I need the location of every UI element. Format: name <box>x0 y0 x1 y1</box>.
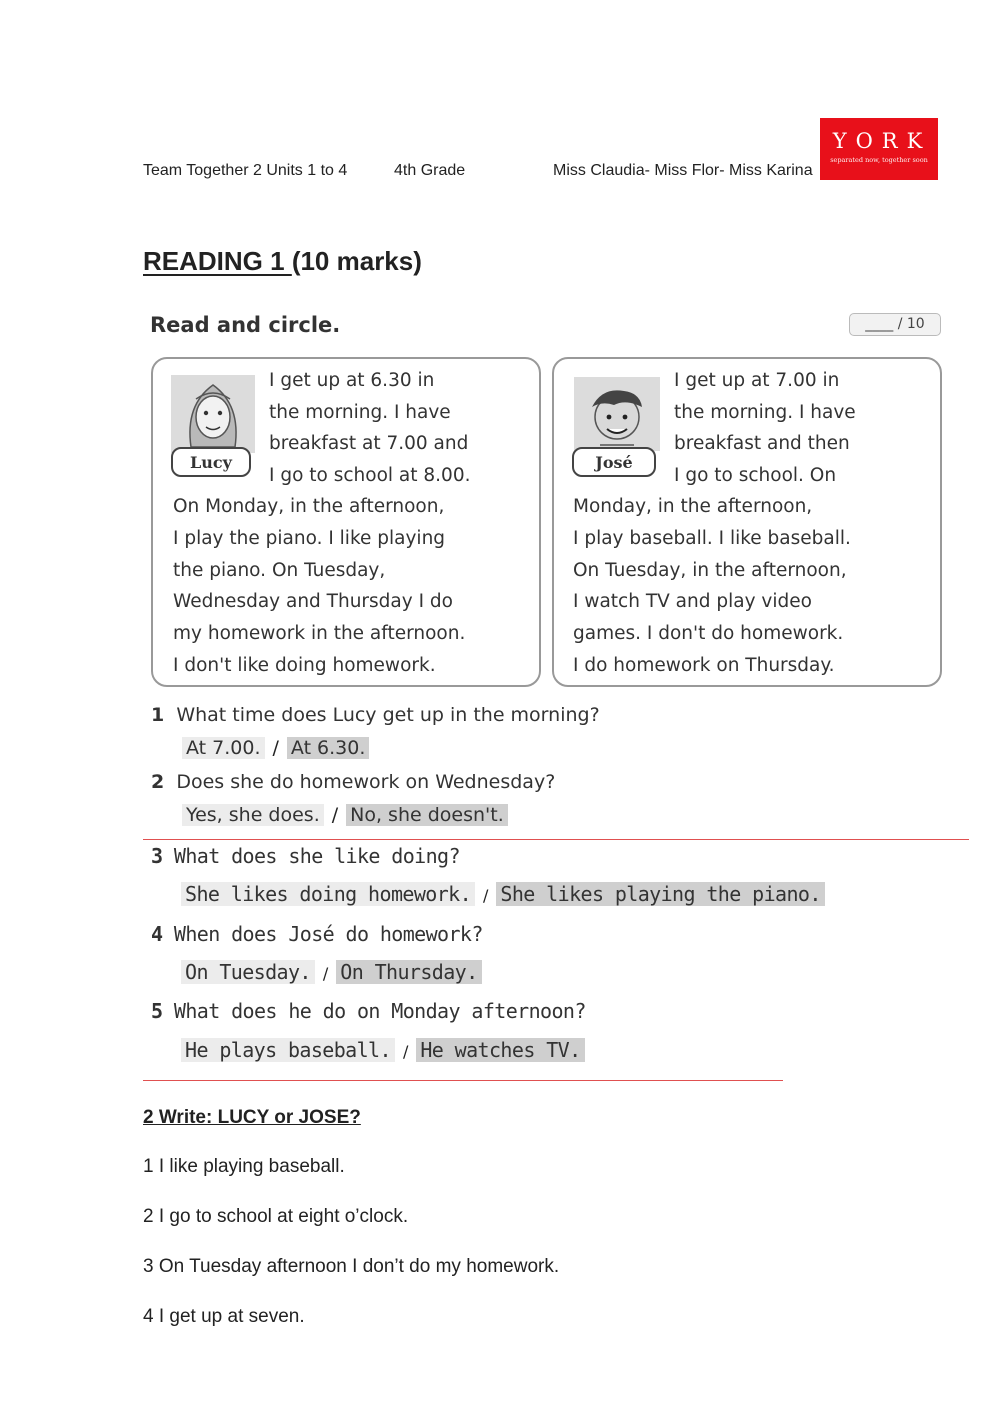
lucy-line: I get up at 6.30 in <box>269 370 435 391</box>
slash-separator: / <box>331 804 339 826</box>
logo-tagline: separated now, together soon <box>830 156 928 164</box>
reading-title-marks: (10 marks) <box>291 246 422 276</box>
write-item: 2 I go to school at eight o’clock. <box>143 1206 409 1227</box>
answer-row-2 <box>182 804 508 827</box>
question-1 <box>151 704 600 726</box>
question-number: 4 <box>151 922 163 946</box>
instruction: Read and circle. <box>150 313 341 337</box>
question-3 <box>151 844 460 868</box>
answer-row-4 <box>181 960 482 984</box>
answer-option-b[interactable]: She likes playing the piano. <box>496 882 824 906</box>
lucy-line: the morning. I have <box>269 402 451 423</box>
lucy-face-icon <box>171 375 255 453</box>
question-number: 3 <box>151 844 163 868</box>
question-number: 5 <box>151 999 163 1023</box>
lucy-line: Wednesday and Thursday I do <box>173 591 453 612</box>
jose-line: I get up at 7.00 in <box>674 370 840 391</box>
lucy-line: I don't like doing homework. <box>173 655 436 676</box>
answer-option-b[interactable]: No, she doesn't. <box>346 804 508 826</box>
answer-option-a[interactable]: Yes, she does. <box>182 804 324 826</box>
question-5 <box>151 999 586 1023</box>
write-item: 1 I like playing baseball. <box>143 1156 345 1177</box>
jose-face-icon <box>574 377 660 451</box>
jose-name-tag: José <box>572 447 656 477</box>
divider-line <box>143 839 969 840</box>
answer-option-a[interactable]: She likes doing homework. <box>181 882 475 906</box>
slash-separator: / <box>402 1042 409 1061</box>
lucy-line: I play the piano. I like playing <box>173 528 446 549</box>
jose-line: I watch TV and play video <box>573 591 812 612</box>
jose-line: breakfast and then <box>674 433 850 454</box>
lucy-card <box>151 357 541 687</box>
write-item: 3 On Tuesday afternoon I don’t do my homework. <box>143 1256 560 1277</box>
question-4 <box>151 922 483 946</box>
grade-label: 4th Grade <box>394 162 466 179</box>
question-text: When does José do homework? <box>173 922 483 946</box>
jose-line: games. I don't do homework. <box>573 623 844 644</box>
slash-separator: / <box>322 964 329 983</box>
york-logo <box>820 118 938 180</box>
lucy-line: I go to school at 8.00. <box>269 465 471 486</box>
answer-row-5 <box>181 1038 585 1062</box>
answer-option-b[interactable]: On Thursday. <box>336 960 481 984</box>
answer-option-b[interactable]: At 6.30. <box>287 737 370 759</box>
question-text: Does she do homework on Wednesday? <box>176 771 556 793</box>
slash-separator: / <box>272 737 279 759</box>
reading-title <box>143 246 422 277</box>
answer-option-a[interactable]: At 7.00. <box>182 737 265 759</box>
reading-title-underlined: READING 1 <box>143 246 292 276</box>
question-number: 2 <box>151 771 165 793</box>
jose-line: Monday, in the afternoon, <box>573 496 813 517</box>
jose-line: I do homework on Thursday. <box>573 655 835 676</box>
lucy-name-tag: Lucy <box>171 447 251 477</box>
score-box: ____ / 10 <box>849 313 941 336</box>
jose-card <box>552 357 942 687</box>
lucy-line: On Monday, in the afternoon, <box>173 496 445 517</box>
jose-line: On Tuesday, in the afternoon, <box>573 560 847 581</box>
jose-line: the morning. I have <box>674 402 856 423</box>
write-item: 4 I get up at seven. <box>143 1306 305 1327</box>
answer-row-3 <box>181 882 825 906</box>
question-number: 1 <box>151 704 165 726</box>
lucy-line: the piano. On Tuesday, <box>173 560 386 581</box>
jose-line: I play baseball. I like baseball. <box>573 528 851 549</box>
lucy-line: my homework in the afternoon. <box>173 623 466 644</box>
jose-line: I go to school. On <box>674 465 837 486</box>
question-text: What does he do on Monday afternoon? <box>173 999 586 1023</box>
answer-option-a[interactable]: On Tuesday. <box>181 960 315 984</box>
lucy-line: breakfast at 7.00 and <box>269 433 469 454</box>
section-2-title: 2 Write: LUCY or JOSE? <box>143 1107 361 1128</box>
slash-separator: / <box>483 886 489 905</box>
question-2 <box>151 771 555 793</box>
question-text: What does she like doing? <box>173 844 460 868</box>
course-title: Team Together 2 Units 1 to 4 <box>143 162 348 179</box>
teachers-label: Miss Claudia- Miss Flor- Miss Karina <box>553 162 813 179</box>
answer-row-1 <box>182 737 369 760</box>
answer-option-a[interactable]: He plays baseball. <box>181 1038 395 1062</box>
question-text: What time does Lucy get up in the morning? <box>176 704 600 726</box>
logo-word: YORK <box>832 129 932 153</box>
divider-line <box>143 1080 783 1081</box>
answer-option-b[interactable]: He watches TV. <box>416 1038 584 1062</box>
